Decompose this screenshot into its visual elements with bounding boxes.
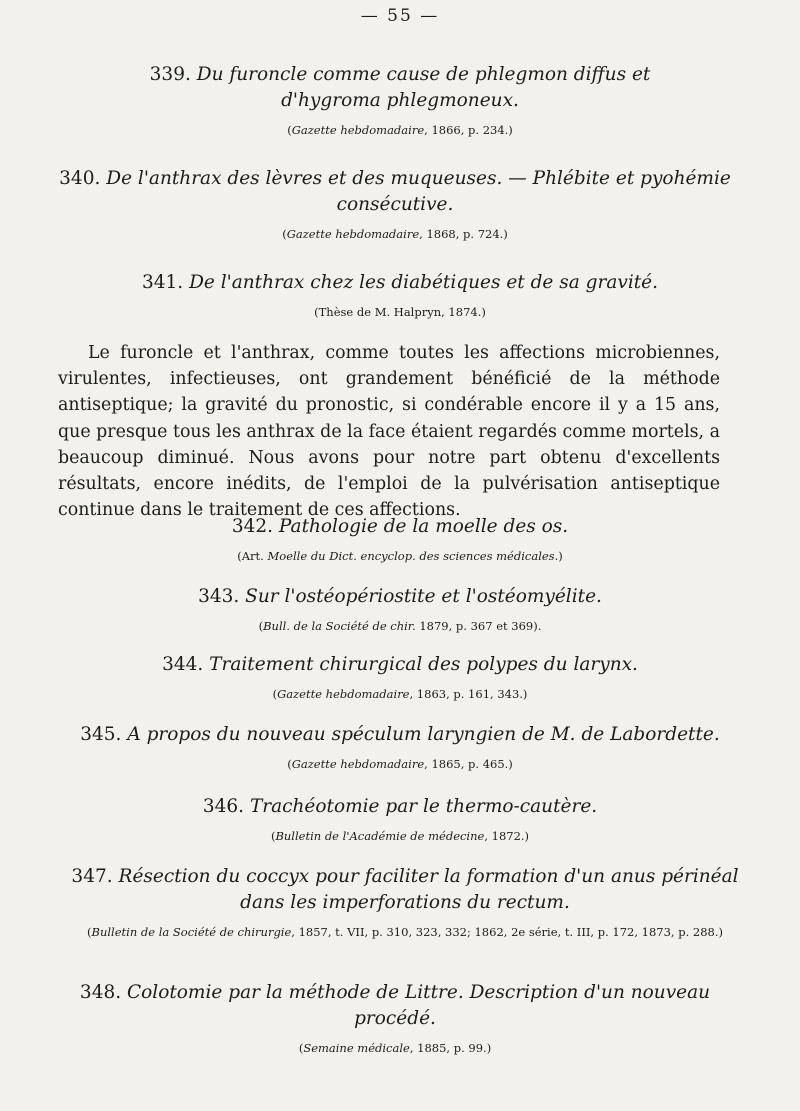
ref-open: ( [270,829,276,843]
entry-reference [50,1040,740,1056]
ref-rest: , 1866, p. 234.) [424,123,513,137]
ref-journal: Gazette hebdomadaire [291,123,425,137]
ref-journal: Semaine médicale [303,1041,410,1055]
page-number: — 55 — [360,6,440,26]
body-paragraph: Le furoncle et l'anthrax, comme toutes les affections microbiennes, virulentes, infectieuses, ont grandement bénéficié de la méthode antiseptique; la gravité du pronostic, si condérable encore il y a 15 ans, que presque tous les anthrax de la face étaient regardés comme mortels, a beaucoup diminué. Nous avons pour notre part obtenu d'excellents résultats, encore inédits, de l'emploi de la pulvérisation antiseptique continue dans le traitement de ces affections. [58,343,720,521]
entry-title [50,166,740,218]
ref-open: ( [287,123,292,137]
ref-rest: , 1857, t. VII, p. 310, 323, 332; 1862, 2e série, t. III, p. 172, 1873, p. 288.) [291,925,723,939]
ref-journal: Bulletin de l'Académie de médecine [275,829,485,843]
ref-journal: Bulletin de la Société de chirurgie [91,925,292,939]
ref-open: ( [298,1041,304,1055]
entry-title-text: Colotomie par la méthode de Littre. Description d'un nouveau procédé. [127,982,711,1029]
entry-title-text: Traitement chirurgical des polypes du larynx. [209,654,638,675]
entry-title-text: De l'anthrax des lèvres et des muqueuses. — Phlébite et pyohémie consécutive. [106,168,731,215]
entry-title [150,584,650,610]
ref-rest: .) [554,549,563,563]
ref-open: ( [87,925,92,939]
ref-rest: , 1863, p. 161, 343.) [409,687,528,701]
entry-title [150,794,650,820]
entry-title [140,62,660,114]
entry-title-text: Pathologie de la moelle des os. [278,516,569,537]
entry-number: 346. [202,796,245,817]
entry-title [100,270,700,296]
entry-title-text: A propos du nouveau spéculum laryngien de M. de Labordette. [127,724,720,745]
entry-343 [150,584,650,634]
entry-reference [150,618,650,634]
entry-title-text: De l'anthrax chez les diabétiques et de sa gravité. [189,272,659,293]
ref-rest: 1879, p. 367 et 369). [415,619,542,633]
entry-title [70,864,740,916]
entry-345 [60,722,740,772]
ref-open: ( [282,227,287,241]
entry-reference [100,304,700,320]
entry-number: 339. [149,64,191,85]
ref-rest: , 1868, p. 724.) [419,227,508,241]
ref-open: ( [272,687,278,701]
entry-346 [150,794,650,844]
ref-open: ( [314,305,319,319]
entry-title-text: Du furoncle comme cause de phlegmon diffus et d'hygroma phlegmoneux. [196,64,651,111]
entry-number: 345. [80,724,122,745]
entry-342 [150,514,650,564]
entry-title [120,652,680,678]
entry-title-text: Sur l'ostéopériostite et l'ostéomyélite. [245,586,602,607]
entry-341 [100,270,700,320]
entry-reference [50,226,740,242]
entry-number: 348. [79,982,122,1003]
entry-number: 344. [162,654,204,675]
ref-journal: Gazette hebdomadaire [277,687,410,701]
entry-title [50,980,740,1032]
ref-open: ( [287,757,292,771]
entry-reference [60,756,740,772]
ref-rest: , 1885, p. 99.) [409,1041,492,1055]
ref-rest: , 1865, p. 465.) [424,757,513,771]
entry-number: 341. [141,272,184,293]
entry-number: 343. [198,586,240,607]
entry-number: 347. [71,866,113,887]
entry-reference [140,122,660,138]
ref-rest: Thèse de M. Halpryn, 1874.) [318,305,486,319]
entry-reference [70,924,740,940]
ref-journal: Bull. de la Société de chir. [263,619,416,633]
ref-open: ( [258,619,264,633]
ref-journal: Gazette hebdomadaire [291,757,425,771]
ref-journal: Gazette hebdomadaire [286,227,420,241]
entry-title-text: Résection du coccyx pour faciliter la formation d'un anus périnéal dans les imperforations du rectum. [118,866,739,913]
entry-reference [150,548,650,564]
ref-journal: Moelle du Dict. encyclop. des sciences médicales [267,549,555,563]
entry-340 [50,166,740,242]
entry-339 [140,62,660,138]
entry-348 [50,980,740,1056]
entry-title-text: Trachéotomie par le thermo-cautère. [249,796,598,817]
ref-rest: , 1872.) [484,829,530,843]
entry-reference [120,686,680,702]
entry-number: 342. [231,516,274,537]
ref-open: (Art. [237,549,268,563]
entry-347 [70,864,740,940]
entry-title [60,722,740,748]
entry-reference [150,828,650,844]
entry-number: 340. [59,168,101,189]
entry-344 [120,652,680,702]
entry-title [150,514,650,540]
